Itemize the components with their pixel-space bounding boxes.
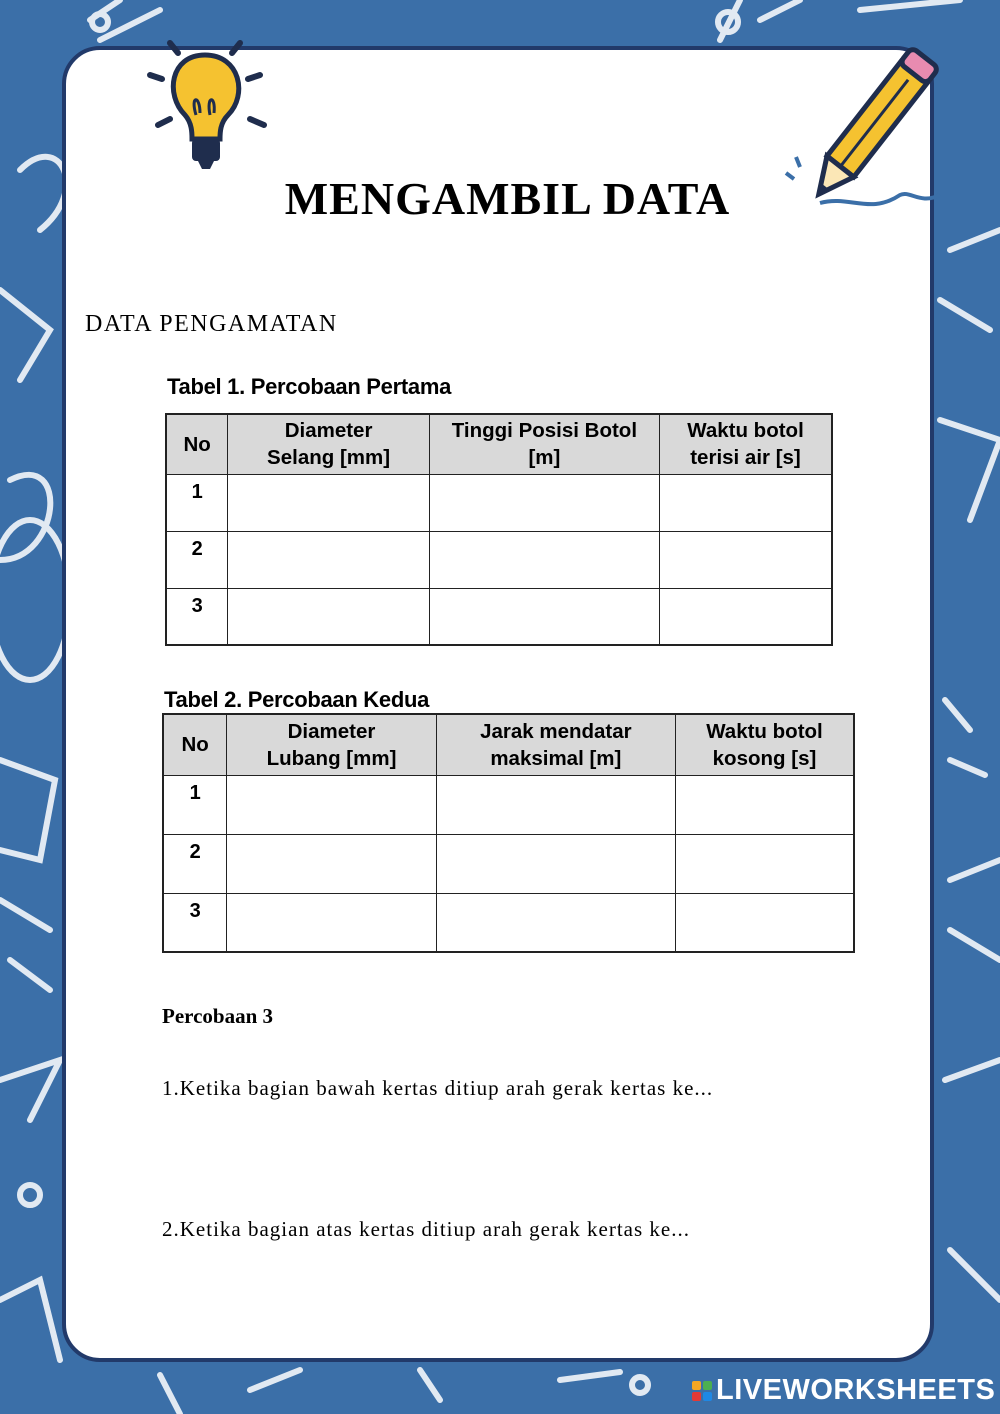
data-cell[interactable] (660, 474, 833, 531)
row-number: 2 (163, 834, 227, 893)
header-no: No (163, 714, 227, 775)
watermark-text: LIVEWORKSHEETS (716, 1374, 996, 1406)
table-1 (165, 413, 833, 646)
data-cell[interactable] (429, 531, 659, 588)
row-number: 3 (163, 893, 227, 952)
table-header-row (163, 714, 854, 775)
header-time: Waktu botol kosong [s] (675, 714, 854, 775)
light-bulb-icon (140, 35, 290, 185)
data-cell[interactable] (660, 531, 833, 588)
data-cell[interactable] (228, 474, 429, 531)
table-2-caption: Tabel 2. Percobaan Kedua (164, 687, 430, 712)
data-cell[interactable] (436, 893, 675, 952)
table-1-caption: Tabel 1. Percobaan Pertama (167, 374, 452, 399)
data-cell[interactable] (429, 588, 659, 645)
data-cell[interactable] (436, 834, 675, 893)
logo-square (703, 1381, 712, 1390)
logo-square (703, 1392, 712, 1401)
table-row (166, 588, 832, 645)
data-cell[interactable] (227, 893, 436, 952)
liveworksheets-logo-icon (692, 1381, 712, 1401)
header-height: Tinggi Posisi Botol [m] (429, 414, 659, 474)
data-cell[interactable] (227, 834, 436, 893)
table-row (163, 834, 854, 893)
header-distance: Jarak mendatar maksimal [m] (436, 714, 675, 775)
header-diameter: Diameter Selang [mm] (228, 414, 429, 474)
data-cell[interactable] (228, 588, 429, 645)
data-cell[interactable] (227, 775, 436, 834)
table-row (163, 775, 854, 834)
data-cell[interactable] (660, 588, 833, 645)
experiment-3-heading: Percobaan 3 (162, 1004, 274, 1028)
question-2: 2.Ketika bagian atas kertas ditiup arah gerak kertas ke... (162, 1217, 690, 1241)
table-header-row (166, 414, 832, 474)
data-cell[interactable] (429, 474, 659, 531)
header-no: No (166, 414, 228, 474)
section-heading: DATA PENGAMATAN (85, 311, 338, 337)
liveworksheets-watermark (692, 1374, 995, 1407)
row-number: 2 (166, 531, 228, 588)
data-cell[interactable] (675, 834, 854, 893)
data-cell[interactable] (675, 893, 854, 952)
header-diameter: Diameter Lubang [mm] (227, 714, 436, 775)
logo-square (692, 1381, 701, 1390)
table-row (166, 474, 832, 531)
table-row (163, 893, 854, 952)
row-number: 1 (166, 474, 228, 531)
table-2 (162, 713, 855, 953)
data-cell[interactable] (675, 775, 854, 834)
row-number: 1 (163, 775, 227, 834)
row-number: 3 (166, 588, 228, 645)
table-row (166, 531, 832, 588)
data-cell[interactable] (436, 775, 675, 834)
header-time: Waktu botol terisi air [s] (660, 414, 833, 474)
question-1: 1.Ketika bagian bawah kertas ditiup arah gerak kertas ke... (162, 1076, 714, 1100)
logo-square (692, 1392, 701, 1401)
page-title: MENGAMBIL DATA (284, 173, 731, 224)
data-cell[interactable] (228, 531, 429, 588)
